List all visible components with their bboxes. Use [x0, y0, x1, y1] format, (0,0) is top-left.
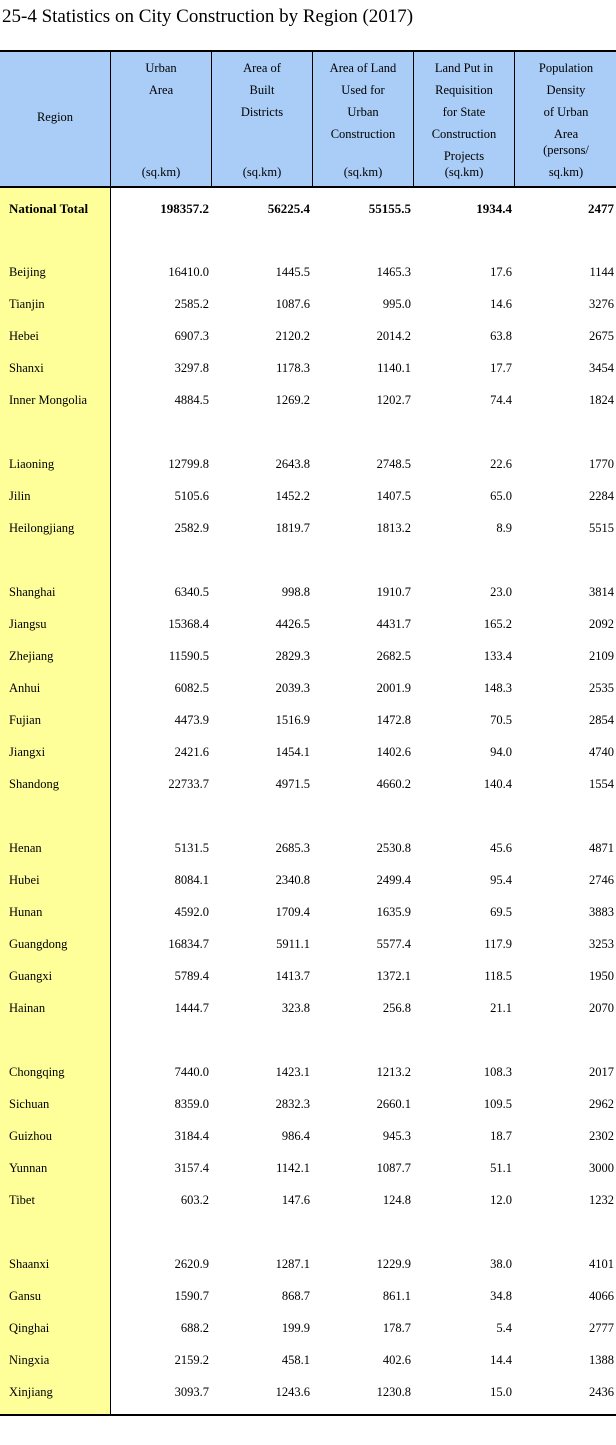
value-cell: 458.1 — [281, 1353, 310, 1367]
region-name: Hebei — [9, 329, 39, 343]
value-cell: 51.1 — [490, 1161, 512, 1175]
table-row — [0, 1090, 616, 1122]
region-name: Shanghai — [9, 585, 56, 599]
value-cell: 18.7 — [490, 1129, 512, 1143]
value-cell: 1388 — [589, 1353, 614, 1367]
value-cell: 38.0 — [490, 1257, 512, 1271]
value-cell: 45.6 — [490, 841, 512, 855]
value-cell: 8.9 — [496, 521, 512, 535]
value-cell: 1819.7 — [275, 521, 310, 535]
value-cell: 2120.2 — [275, 329, 310, 343]
value-cell: 1402.6 — [376, 745, 411, 759]
table-row — [0, 354, 616, 386]
value-cell: 1554 — [589, 777, 614, 791]
table-row — [0, 962, 616, 994]
value-cell: 2302 — [589, 1129, 614, 1143]
region-name: Inner Mongolia — [9, 393, 88, 407]
value-cell: 986.4 — [281, 1129, 310, 1143]
value-cell: 1213.2 — [376, 1065, 411, 1079]
region-name: Liaoning — [9, 457, 55, 471]
value-cell: 55155.5 — [368, 201, 411, 216]
value-cell: 4740 — [589, 745, 614, 759]
value-cell: 1142.1 — [276, 1161, 310, 1175]
value-cell: 1770 — [589, 457, 614, 471]
header-unit: (sq.km) — [444, 165, 484, 179]
header-label: Land Put in Requisition for State Construction Projects — [431, 61, 497, 163]
value-cell: 8084.1 — [174, 873, 209, 887]
value-cell: 1287.1 — [275, 1257, 310, 1271]
value-cell: 4660.2 — [376, 777, 411, 791]
value-cell: 1910.7 — [376, 585, 411, 599]
value-cell: 148.3 — [483, 681, 512, 695]
value-cell: 70.5 — [490, 713, 512, 727]
value-cell: 17.7 — [490, 361, 512, 375]
value-cell: 165.2 — [483, 617, 512, 631]
table-row — [0, 994, 616, 1026]
value-cell: 5789.4 — [174, 969, 209, 983]
value-cell: 2477 — [588, 201, 614, 216]
table-row — [0, 1282, 616, 1314]
table-row — [0, 578, 616, 610]
value-cell: 4592.0 — [174, 905, 209, 919]
value-cell: 4871 — [589, 841, 614, 855]
region-name: Henan — [9, 841, 42, 855]
value-cell: 2530.8 — [376, 841, 411, 855]
value-cell: 256.8 — [382, 1001, 411, 1015]
value-cell: 2675 — [589, 329, 614, 343]
value-cell: 2748.5 — [376, 457, 411, 471]
value-cell: 14.4 — [490, 1353, 512, 1367]
value-cell: 2092 — [589, 617, 614, 631]
region-name: Heilongjiang — [9, 521, 75, 535]
value-cell: 2421.6 — [174, 745, 209, 759]
table-row — [0, 610, 616, 642]
table-row — [0, 1154, 616, 1186]
total-row — [0, 194, 616, 226]
table-row — [0, 1314, 616, 1346]
table-row — [0, 322, 616, 354]
value-cell: 6082.5 — [174, 681, 209, 695]
table-row — [0, 834, 616, 866]
header-unit: (sq.km) — [141, 165, 181, 179]
value-cell: 23.0 — [490, 585, 512, 599]
value-cell: 2829.3 — [275, 649, 310, 663]
value-cell: 2682.5 — [376, 649, 411, 663]
value-cell: 34.8 — [490, 1289, 512, 1303]
header-cell-region — [0, 52, 110, 186]
value-cell: 1144 — [589, 265, 614, 279]
value-cell: 2746 — [589, 873, 614, 887]
value-cell: 65.0 — [490, 489, 512, 503]
value-cell: 11590.5 — [168, 649, 209, 663]
value-cell: 17.6 — [490, 265, 512, 279]
value-cell: 15.0 — [490, 1385, 512, 1399]
value-cell: 1243.6 — [275, 1385, 310, 1399]
value-cell: 5131.5 — [174, 841, 209, 855]
region-name: Shanxi — [9, 361, 44, 375]
region-name: Xinjiang — [9, 1385, 53, 1399]
value-cell: 5911.1 — [276, 937, 310, 951]
header-cell-built-districts — [211, 52, 312, 186]
value-cell: 2962 — [589, 1097, 614, 1111]
value-cell: 117.9 — [484, 937, 512, 951]
value-cell: 6340.5 — [174, 585, 209, 599]
value-cell: 108.3 — [483, 1065, 512, 1079]
value-cell: 1229.9 — [376, 1257, 411, 1271]
value-cell: 995.0 — [382, 297, 411, 311]
value-cell: 1516.9 — [275, 713, 310, 727]
value-cell: 998.8 — [281, 585, 310, 599]
value-cell: 1472.8 — [376, 713, 411, 727]
table-row — [0, 1250, 616, 1282]
data-table — [0, 50, 616, 1416]
value-cell: 2685.3 — [275, 841, 310, 855]
value-cell: 1230.8 — [376, 1385, 411, 1399]
value-cell: 1590.7 — [174, 1289, 209, 1303]
value-cell: 22733.7 — [168, 777, 209, 791]
region-name: Jiangxi — [9, 745, 46, 759]
table-row — [0, 514, 616, 546]
value-cell: 2582.9 — [174, 521, 209, 535]
value-cell: 198357.2 — [160, 201, 209, 216]
value-cell: 2340.8 — [275, 873, 310, 887]
value-cell: 4884.5 — [174, 393, 209, 407]
value-cell: 1178.3 — [276, 361, 310, 375]
value-cell: 3276 — [589, 297, 614, 311]
table-row — [0, 674, 616, 706]
table-row — [0, 450, 616, 482]
value-cell: 2014.2 — [376, 329, 411, 343]
region-name: Tianjin — [9, 297, 45, 311]
value-cell: 688.2 — [180, 1321, 209, 1335]
value-cell: 4101 — [589, 1257, 614, 1271]
value-cell: 3883 — [589, 905, 614, 919]
value-cell: 1087.7 — [376, 1161, 411, 1175]
header-label: Area of Built Districts — [240, 61, 284, 119]
value-cell: 2643.8 — [275, 457, 310, 471]
value-cell: 2017 — [589, 1065, 614, 1079]
value-cell: 402.6 — [382, 1353, 411, 1367]
value-cell: 2777 — [589, 1321, 614, 1335]
value-cell: 2499.4 — [376, 873, 411, 887]
value-cell: 2620.9 — [174, 1257, 209, 1271]
region-name: Chongqing — [9, 1065, 65, 1079]
value-cell: 147.6 — [281, 1193, 310, 1207]
value-cell: 15368.4 — [168, 617, 209, 631]
value-cell: 2436 — [589, 1385, 614, 1399]
value-cell: 1454.1 — [275, 745, 310, 759]
value-cell: 5.4 — [496, 1321, 512, 1335]
value-cell: 5577.4 — [376, 937, 411, 951]
table-row — [0, 1378, 616, 1410]
table-body — [0, 188, 616, 1416]
value-cell: 1407.5 — [376, 489, 411, 503]
table-row — [0, 898, 616, 930]
value-cell: 2832.3 — [275, 1097, 310, 1111]
value-cell: 1202.7 — [376, 393, 411, 407]
header-label: Area of Land Used for Urban Construction — [329, 61, 397, 141]
value-cell: 861.1 — [382, 1289, 411, 1303]
value-cell: 2284 — [589, 489, 614, 503]
region-name: Tibet — [9, 1193, 35, 1207]
value-cell: 4971.5 — [275, 777, 310, 791]
table-row — [0, 930, 616, 962]
value-cell: 2039.3 — [275, 681, 310, 695]
value-cell: 74.4 — [490, 393, 512, 407]
value-cell: 1372.1 — [376, 969, 411, 983]
table-header — [0, 50, 616, 188]
table-row — [0, 1186, 616, 1218]
value-cell: 4066 — [589, 1289, 614, 1303]
value-cell: 16410.0 — [168, 265, 209, 279]
table-row — [0, 1346, 616, 1378]
value-cell: 1709.4 — [275, 905, 310, 919]
value-cell: 2001.9 — [376, 681, 411, 695]
value-cell: 1465.3 — [376, 265, 411, 279]
value-cell: 3253 — [589, 937, 614, 951]
value-cell: 4426.5 — [275, 617, 310, 631]
value-cell: 1950 — [589, 969, 614, 983]
header-unit: (sq.km) — [343, 165, 383, 179]
value-cell: 3454 — [589, 361, 614, 375]
value-cell: 3297.8 — [174, 361, 209, 375]
region-name: Shaanxi — [9, 1257, 50, 1271]
region-name: Guizhou — [9, 1129, 53, 1143]
table-row — [0, 482, 616, 514]
value-cell: 945.3 — [382, 1129, 411, 1143]
value-cell: 94.0 — [490, 745, 512, 759]
value-cell: 133.4 — [483, 649, 512, 663]
header-label: Population Density of Urban Area — [538, 61, 594, 141]
value-cell: 3093.7 — [174, 1385, 209, 1399]
value-cell: 69.5 — [490, 905, 512, 919]
value-cell: 109.5 — [483, 1097, 512, 1111]
value-cell: 1423.1 — [275, 1065, 310, 1079]
region-name: Hunan — [9, 905, 43, 919]
header-unit: (sq.km) — [242, 165, 282, 179]
value-cell: 140.4 — [483, 777, 512, 791]
value-cell: 1444.7 — [174, 1001, 209, 1015]
value-cell: 2070 — [589, 1001, 614, 1015]
value-cell: 2854 — [589, 713, 614, 727]
value-cell: 3000 — [589, 1161, 614, 1175]
value-cell: 16834.7 — [168, 937, 209, 951]
value-cell: 2585.2 — [174, 297, 209, 311]
region-name: Ningxia — [9, 1353, 50, 1367]
region-name: Guangxi — [9, 969, 53, 983]
table-row — [0, 290, 616, 322]
region-name: Jiangsu — [9, 617, 47, 631]
value-cell: 56225.4 — [267, 201, 310, 216]
value-cell: 124.8 — [382, 1193, 411, 1207]
value-cell: 1445.5 — [275, 265, 310, 279]
region-name: Beijing — [9, 265, 46, 279]
value-cell: 603.2 — [180, 1193, 209, 1207]
value-cell: 1140.1 — [377, 361, 411, 375]
header-cell-population-density — [514, 52, 616, 186]
header-cell-urban-area — [110, 52, 211, 186]
header-cell-land-requisition — [413, 52, 514, 186]
table-row — [0, 1058, 616, 1090]
value-cell: 1635.9 — [376, 905, 411, 919]
table-row — [0, 258, 616, 290]
region-name: Yunnan — [9, 1161, 48, 1175]
value-cell: 118.5 — [484, 969, 512, 983]
region-name: Hainan — [9, 1001, 46, 1015]
table-row — [0, 866, 616, 898]
header-label: Urban Area — [145, 61, 177, 97]
region-name: Hubei — [9, 873, 40, 887]
value-cell: 1413.7 — [275, 969, 310, 983]
value-cell: 1269.2 — [275, 393, 310, 407]
table-row — [0, 738, 616, 770]
region-name: Gansu — [9, 1289, 41, 1303]
value-cell: 21.1 — [490, 1001, 512, 1015]
region-name: Sichuan — [9, 1097, 50, 1111]
value-cell: 1232 — [589, 1193, 614, 1207]
value-cell: 2660.1 — [376, 1097, 411, 1111]
value-cell: 323.8 — [281, 1001, 310, 1015]
region-name: Jilin — [9, 489, 31, 503]
value-cell: 22.6 — [490, 457, 512, 471]
value-cell: 3184.4 — [174, 1129, 209, 1143]
header-region-label: Region — [36, 110, 74, 124]
table-row — [0, 386, 616, 418]
value-cell: 5105.6 — [174, 489, 209, 503]
value-cell: 5515 — [589, 521, 614, 535]
value-cell: 95.4 — [490, 873, 512, 887]
region-name: Shandong — [9, 777, 59, 791]
table-row — [0, 1122, 616, 1154]
value-cell: 1934.4 — [476, 201, 512, 216]
value-cell: 63.8 — [490, 329, 512, 343]
table-title: 25-4 Statistics on City Construction by Region (2017) — [2, 6, 414, 27]
header-unit: (persons/ sq.km) — [543, 143, 589, 179]
value-cell: 2535 — [589, 681, 614, 695]
value-cell: 3814 — [589, 585, 614, 599]
value-cell: 3157.4 — [174, 1161, 209, 1175]
value-cell: 2109 — [589, 649, 614, 663]
value-cell: 14.6 — [490, 297, 512, 311]
value-cell: 199.9 — [281, 1321, 310, 1335]
value-cell: 178.7 — [382, 1321, 411, 1335]
region-name: National Total — [9, 201, 89, 216]
table-row — [0, 770, 616, 802]
value-cell: 12799.8 — [168, 457, 209, 471]
value-cell: 1452.2 — [275, 489, 310, 503]
table-row — [0, 706, 616, 738]
value-cell: 4473.9 — [174, 713, 209, 727]
header-cell-land-urban-construction — [312, 52, 413, 186]
value-cell: 12.0 — [490, 1193, 512, 1207]
region-name: Anhui — [9, 681, 41, 695]
region-name: Guangdong — [9, 937, 68, 951]
value-cell: 8359.0 — [174, 1097, 209, 1111]
value-cell: 1824 — [589, 393, 614, 407]
value-cell: 2159.2 — [174, 1353, 209, 1367]
region-name: Qinghai — [9, 1321, 50, 1335]
value-cell: 4431.7 — [376, 617, 411, 631]
value-cell: 868.7 — [281, 1289, 310, 1303]
value-cell: 1087.6 — [275, 297, 310, 311]
value-cell: 6907.3 — [174, 329, 209, 343]
value-cell: 1813.2 — [376, 521, 411, 535]
region-name: Fujian — [9, 713, 41, 727]
table-row — [0, 642, 616, 674]
value-cell: 7440.0 — [174, 1065, 209, 1079]
region-name: Zhejiang — [9, 649, 54, 663]
